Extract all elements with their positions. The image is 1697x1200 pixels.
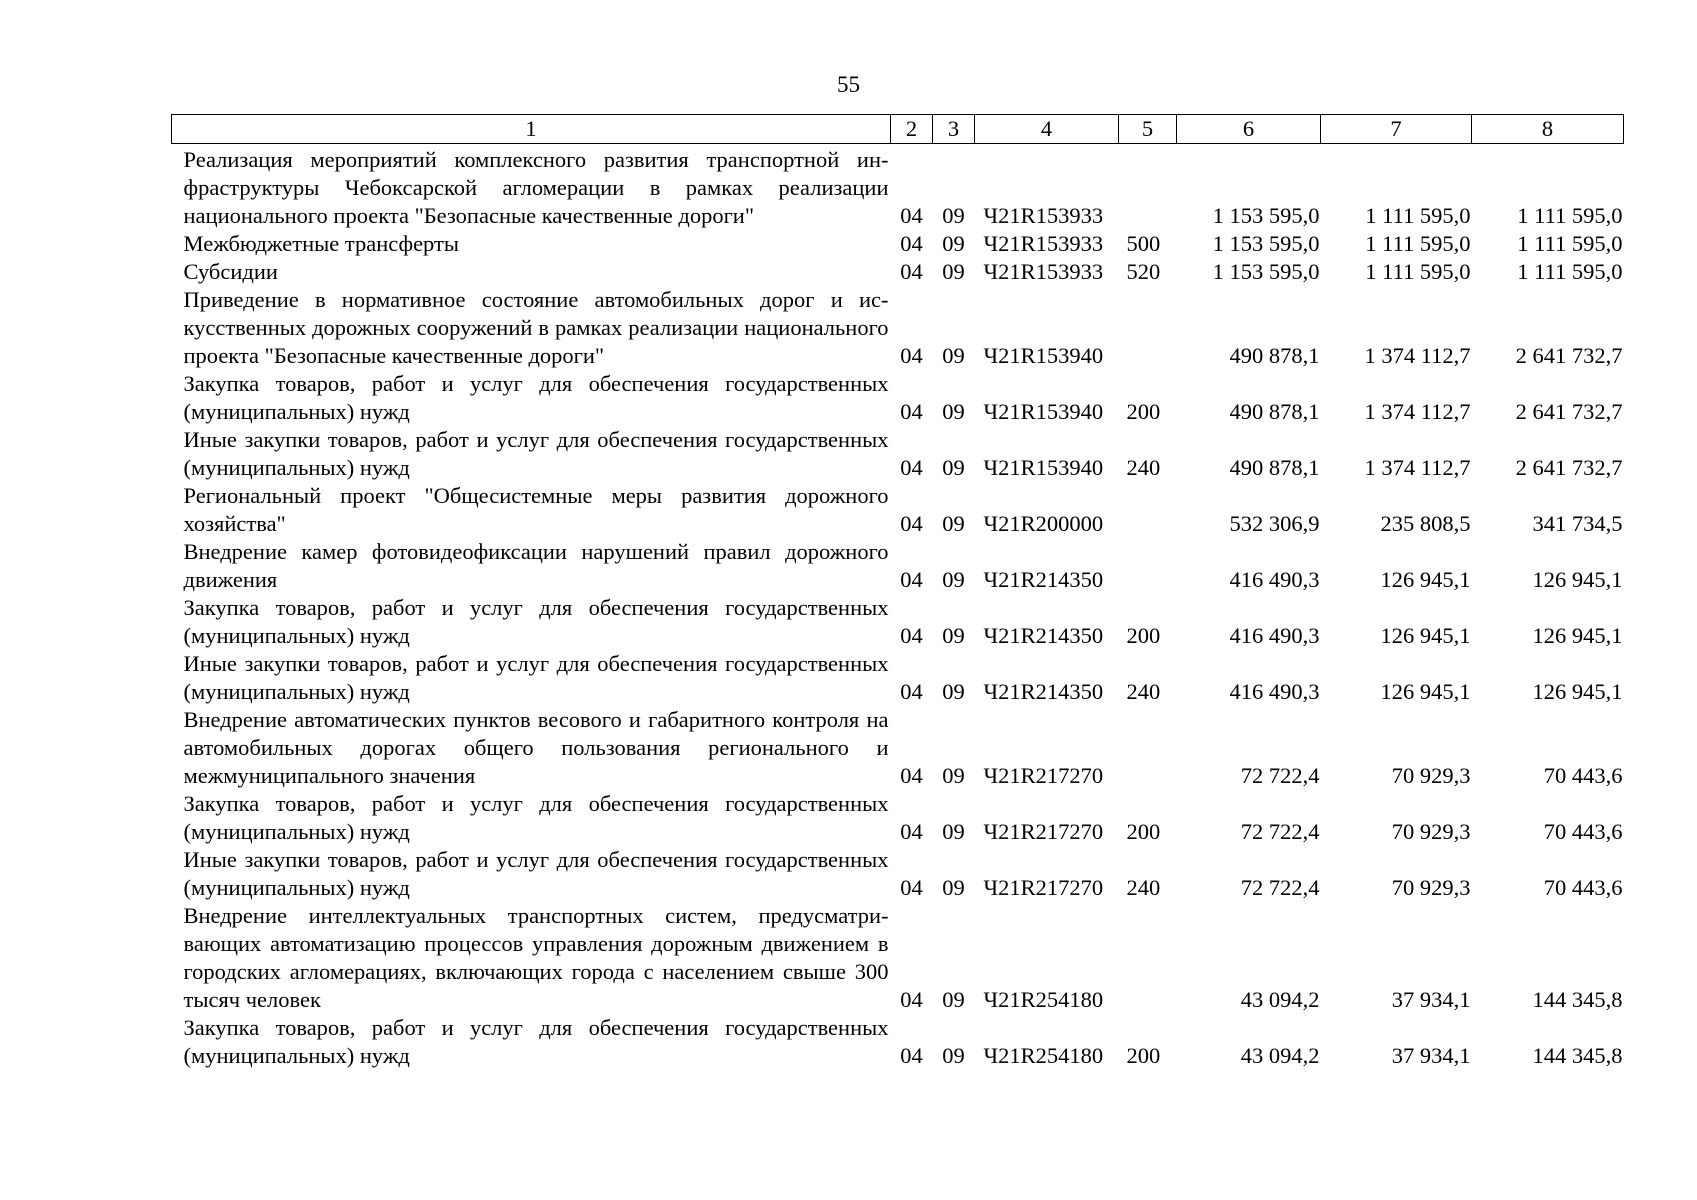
table-body (172, 144, 1624, 1071)
row-amount-col6: 416 490,3 (1229, 679, 1320, 704)
row-amount-col6: 1 153 595,0 (1212, 203, 1320, 228)
row-amount-col6: 416 490,3 (1229, 567, 1320, 592)
row-expense-type: 500 (1126, 231, 1161, 256)
row-subsection: 09 (942, 567, 965, 592)
row-section: 04 (900, 987, 923, 1012)
row-amount-col8: 2 641 732,7 (1515, 455, 1623, 480)
table-row (172, 426, 1624, 482)
row-amount-col7: 1 374 112,7 (1364, 399, 1471, 424)
row-subsection: 09 (942, 259, 965, 284)
row-name: Закупка товаров, работ и услуг для обеспечения государственных (муниципальных) нужд (183, 791, 889, 844)
row-section: 04 (900, 455, 923, 480)
row-name: Внедрение интеллектуальных транспортных систем, предусматривающих автоматизацию процессов управления дорожным движением в городских агломерациях, включающих города с населением свыше 300 тысяч человек (183, 903, 889, 1012)
row-target-code: Ч21R217270 (983, 819, 1104, 844)
row-amount-col7: 70 929,3 (1391, 875, 1471, 900)
header-col-5: 5 (1119, 115, 1177, 144)
row-amount-col6: 532 306,9 (1229, 511, 1320, 536)
row-name: Субсидии (183, 259, 278, 284)
row-amount-col7: 70 929,3 (1391, 763, 1471, 788)
row-target-code: Ч21R153933 (983, 231, 1104, 256)
row-amount-col6: 1 153 595,0 (1212, 259, 1320, 284)
row-amount-col8: 2 641 732,7 (1515, 343, 1623, 368)
table-row (172, 902, 1624, 1014)
row-amount-col6: 72 722,4 (1240, 763, 1320, 788)
row-name: Иные закупки товаров, работ и услуг для обеспечения государственных (муниципальных) нужд (183, 651, 889, 704)
row-target-code: Ч21R153940 (983, 343, 1104, 368)
row-subsection: 09 (942, 679, 965, 704)
table-row (172, 790, 1624, 846)
row-expense-type: 520 (1126, 259, 1161, 284)
row-name: Внедрение камер фотовидеофиксации нарушений правил дорожного движения (183, 539, 889, 592)
page-number: 55 (837, 72, 860, 97)
page-number-container (0, 70, 1697, 100)
row-section: 04 (900, 1043, 923, 1068)
table-row (172, 482, 1624, 538)
row-subsection: 09 (942, 455, 965, 480)
table-row (172, 650, 1624, 706)
row-target-code: Ч21R153933 (983, 203, 1104, 228)
row-section: 04 (900, 567, 923, 592)
row-target-code: Ч21R153940 (983, 455, 1104, 480)
row-name: Внедрение автоматических пунктов весового и габаритного контроля на автомобильных дорогах общего пользования регионального и межмуниципального значения (183, 707, 889, 788)
row-expense-type (1119, 706, 1177, 790)
row-amount-col7: 1 111 595,0 (1365, 203, 1471, 228)
row-expense-type (1119, 286, 1177, 370)
row-name: Закупка товаров, работ и услуг для обеспечения государственных (муниципальных) нужд (183, 595, 889, 648)
table-row (172, 538, 1624, 594)
row-amount-col6: 72 722,4 (1240, 819, 1320, 844)
row-expense-type: 200 (1126, 1043, 1161, 1068)
row-expense-type: 200 (1126, 623, 1161, 648)
row-subsection: 09 (942, 763, 965, 788)
row-amount-col8: 1 111 595,0 (1517, 259, 1623, 284)
row-subsection: 09 (942, 511, 965, 536)
row-amount-col6: 72 722,4 (1240, 875, 1320, 900)
row-amount-col7: 70 929,3 (1391, 819, 1471, 844)
row-amount-col6: 43 094,2 (1240, 987, 1320, 1012)
row-section: 04 (900, 679, 923, 704)
row-subsection: 09 (942, 343, 965, 368)
row-name: Закупка товаров, работ и услуг для обеспечения государственных (муниципальных) нужд (183, 1015, 889, 1068)
table-row (172, 1014, 1624, 1070)
row-amount-col8: 2 641 732,7 (1515, 399, 1623, 424)
row-section: 04 (900, 399, 923, 424)
row-amount-col6: 490 878,1 (1229, 343, 1320, 368)
row-target-code: Ч21R254180 (983, 987, 1104, 1012)
header-col-6: 6 (1177, 115, 1321, 144)
row-section: 04 (900, 259, 923, 284)
row-amount-col7: 1 111 595,0 (1365, 259, 1471, 284)
row-expense-type (1119, 538, 1177, 594)
row-section: 04 (900, 203, 923, 228)
row-amount-col8: 126 945,1 (1532, 623, 1623, 648)
row-name: Приведение в нормативное состояние автомобильных дорог и искусственных дорожных сооружений в рамках реализации национального проекта "Безопасные качественные дороги" (183, 287, 889, 368)
row-section: 04 (900, 511, 923, 536)
header-col-4: 4 (975, 115, 1119, 144)
row-amount-col8: 144 345,8 (1532, 1043, 1623, 1068)
row-amount-col8: 70 443,6 (1543, 819, 1623, 844)
row-section: 04 (900, 623, 923, 648)
row-expense-type: 240 (1126, 679, 1161, 704)
row-amount-col8: 126 945,1 (1532, 679, 1623, 704)
row-target-code: Ч21R153933 (983, 259, 1104, 284)
row-amount-col8: 1 111 595,0 (1517, 231, 1623, 256)
row-amount-col8: 1 111 595,0 (1517, 203, 1623, 228)
row-amount-col6: 416 490,3 (1229, 623, 1320, 648)
row-amount-col7: 1 374 112,7 (1364, 455, 1471, 480)
row-subsection: 09 (942, 623, 965, 648)
row-section: 04 (900, 875, 923, 900)
table-row (172, 594, 1624, 650)
row-name: Закупка товаров, работ и услуг для обеспечения государственных (муниципальных) нужд (183, 371, 889, 424)
header-col-7: 7 (1321, 115, 1472, 144)
header-col-2: 2 (891, 115, 933, 144)
row-subsection: 09 (942, 875, 965, 900)
row-name: Иные закупки товаров, работ и услуг для обеспечения государственных (муниципальных) нужд (183, 427, 889, 480)
row-expense-type: 240 (1126, 455, 1161, 480)
row-amount-col6: 490 878,1 (1229, 399, 1320, 424)
row-name: Иные закупки товаров, работ и услуг для обеспечения государственных (муниципальных) нужд (183, 847, 889, 900)
row-expense-type: 240 (1126, 875, 1161, 900)
row-amount-col8: 126 945,1 (1532, 567, 1623, 592)
table-row (172, 258, 1624, 286)
row-expense-type: 200 (1126, 819, 1161, 844)
row-subsection: 09 (942, 819, 965, 844)
row-section: 04 (900, 231, 923, 256)
row-target-code: Ч21R214350 (983, 567, 1104, 592)
row-amount-col8: 341 734,5 (1532, 511, 1623, 536)
header-col-8: 8 (1472, 115, 1624, 144)
row-section: 04 (900, 343, 923, 368)
row-expense-type: 200 (1126, 399, 1161, 424)
row-target-code: Ч21R214350 (983, 679, 1104, 704)
row-target-code: Ч21R217270 (983, 875, 1104, 900)
row-subsection: 09 (942, 399, 965, 424)
header-col-1: 1 (172, 115, 891, 144)
row-target-code: Ч21R254180 (983, 1043, 1104, 1068)
row-amount-col7: 126 945,1 (1380, 623, 1471, 648)
row-subsection: 09 (942, 1043, 965, 1068)
row-expense-type (1119, 482, 1177, 538)
budget-table (171, 114, 1624, 1070)
row-name: Региональный проект "Общесистемные меры развития дорожного хозяйства" (183, 483, 889, 536)
table-row (172, 370, 1624, 426)
row-amount-col8: 70 443,6 (1543, 875, 1623, 900)
row-section: 04 (900, 819, 923, 844)
header-row (172, 115, 1624, 144)
row-amount-col8: 144 345,8 (1532, 987, 1623, 1012)
row-target-code: Ч21R153940 (983, 399, 1104, 424)
row-expense-type (1119, 144, 1177, 231)
row-amount-col7: 126 945,1 (1380, 567, 1471, 592)
table-header (172, 115, 1624, 144)
row-section: 04 (900, 763, 923, 788)
row-amount-col8: 70 443,6 (1543, 763, 1623, 788)
row-amount-col6: 490 878,1 (1229, 455, 1320, 480)
row-name: Межбюджетные трансферты (183, 231, 459, 256)
row-subsection: 09 (942, 203, 965, 228)
row-target-code: Ч21R214350 (983, 623, 1104, 648)
row-amount-col7: 235 808,5 (1380, 511, 1471, 536)
table-row (172, 144, 1624, 231)
row-subsection: 09 (942, 231, 965, 256)
row-amount-col7: 1 111 595,0 (1365, 231, 1471, 256)
table-row (172, 230, 1624, 258)
row-amount-col7: 1 374 112,7 (1364, 343, 1471, 368)
row-amount-col7: 126 945,1 (1380, 679, 1471, 704)
row-expense-type (1119, 902, 1177, 1014)
row-subsection: 09 (942, 987, 965, 1012)
row-amount-col6: 43 094,2 (1240, 1043, 1320, 1068)
row-amount-col6: 1 153 595,0 (1212, 231, 1320, 256)
row-target-code: Ч21R217270 (983, 763, 1104, 788)
row-name: Реализация мероприятий комплексного развития транспортной инфраструктуры Чебоксарской агломерации в рамках реализации национального проекта "Безопасные качественные дороги" (183, 147, 889, 228)
header-col-3: 3 (933, 115, 975, 144)
table-row (172, 706, 1624, 790)
row-amount-col7: 37 934,1 (1391, 987, 1471, 1012)
table-row (172, 286, 1624, 370)
table-row (172, 846, 1624, 902)
row-amount-col7: 37 934,1 (1391, 1043, 1471, 1068)
row-target-code: Ч21R200000 (983, 511, 1104, 536)
